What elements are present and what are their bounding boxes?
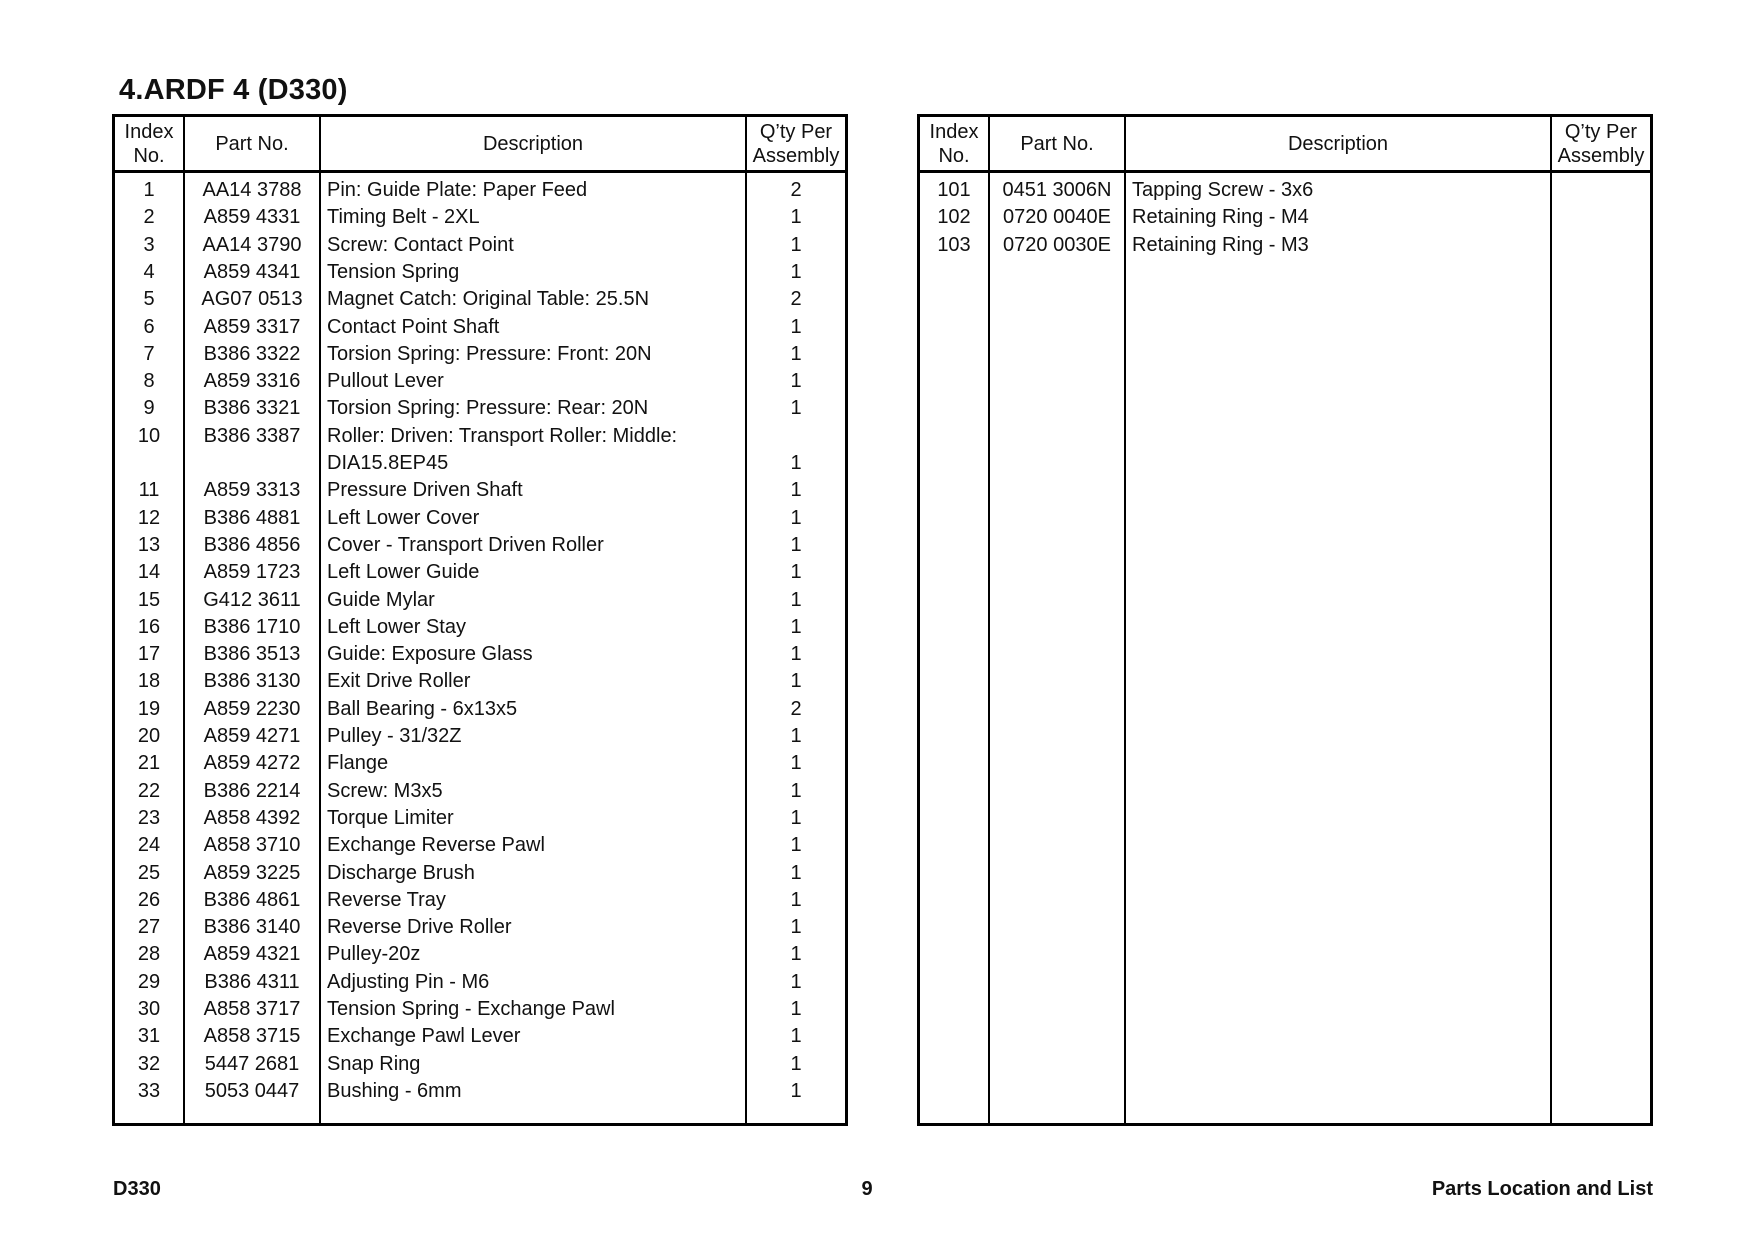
table-row bbox=[115, 723, 845, 750]
part-number-cell: 0451 3006N bbox=[1002, 179, 1112, 201]
part-number-cell: B386 4861 bbox=[203, 888, 301, 911]
part-number-cell: A859 1723 bbox=[203, 561, 301, 584]
part-number-cell: 5053 0447 bbox=[204, 1079, 300, 1102]
quantity-cell: 2 bbox=[790, 179, 802, 201]
description-cell: Roller: Driven: Transport Roller: Middle: bbox=[327, 424, 678, 447]
table-row bbox=[115, 341, 845, 368]
parts-table-left bbox=[112, 114, 848, 1126]
description-cell: Tapping Screw - 3x6 bbox=[1132, 179, 1314, 201]
table-row bbox=[115, 368, 845, 395]
quantity-cell: 1 bbox=[790, 643, 802, 666]
table-row bbox=[115, 887, 845, 914]
table-row bbox=[920, 177, 1650, 204]
part-number-cell: A859 4272 bbox=[203, 752, 301, 775]
quantity-cell: 1 bbox=[790, 615, 802, 638]
index-cell: 24 bbox=[137, 834, 161, 857]
index-cell: 29 bbox=[137, 970, 161, 993]
part-number-cell: A858 4392 bbox=[203, 806, 301, 829]
header-description: Description bbox=[1287, 132, 1389, 155]
index-cell: 10 bbox=[137, 424, 161, 447]
part-number-cell: B386 3140 bbox=[203, 916, 301, 939]
quantity-cell: 1 bbox=[790, 998, 802, 1020]
index-cell: 14 bbox=[137, 561, 161, 584]
part-number-cell: A859 3317 bbox=[203, 315, 301, 338]
quantity-cell: 1 bbox=[790, 452, 802, 474]
index-cell: 26 bbox=[137, 888, 161, 911]
index-cell: 102 bbox=[937, 206, 971, 229]
index-cell: 21 bbox=[137, 752, 161, 775]
table-row bbox=[115, 314, 845, 341]
header-description: Description bbox=[482, 132, 584, 155]
table-row bbox=[115, 423, 845, 450]
part-number-cell: B386 4881 bbox=[203, 506, 301, 529]
quantity-cell: 1 bbox=[790, 588, 802, 611]
table-row bbox=[115, 1051, 845, 1078]
index-cell: 4 bbox=[143, 260, 155, 283]
quantity-cell: 1 bbox=[790, 752, 802, 775]
table-row bbox=[115, 969, 845, 996]
quantity-cell: 1 bbox=[790, 779, 802, 802]
quantity-cell: 1 bbox=[790, 506, 802, 529]
quantity-cell: 1 bbox=[790, 806, 802, 829]
header-rule bbox=[115, 170, 845, 173]
table-row bbox=[115, 559, 845, 586]
table-row bbox=[115, 395, 845, 422]
index-cell: 19 bbox=[137, 697, 161, 720]
index-cell: 8 bbox=[143, 370, 155, 393]
header-part-number: Part No. bbox=[1020, 132, 1094, 155]
index-cell: 1 bbox=[143, 179, 155, 201]
part-number-cell: B386 4311 bbox=[204, 970, 300, 993]
index-cell: 27 bbox=[137, 916, 161, 939]
description-cell: Pulley-20z bbox=[327, 943, 421, 966]
description-cell: Snap Ring bbox=[327, 1052, 421, 1075]
column-divider bbox=[988, 117, 990, 1123]
quantity-cell: 1 bbox=[790, 943, 802, 966]
description-cell: Left Lower Guide bbox=[327, 561, 480, 584]
index-cell: 28 bbox=[137, 943, 161, 966]
index-cell: 23 bbox=[137, 806, 161, 829]
index-cell: 6 bbox=[143, 315, 155, 338]
description-cell: Torsion Spring: Pressure: Front: 20N bbox=[327, 342, 652, 365]
part-number-cell: A859 4331 bbox=[203, 206, 301, 229]
table-row bbox=[115, 204, 845, 231]
table-row bbox=[115, 1078, 845, 1105]
column-divider bbox=[1550, 117, 1552, 1123]
part-number-cell: B386 1710 bbox=[203, 615, 301, 638]
quantity-cell: 1 bbox=[790, 916, 802, 939]
quantity-cell: 1 bbox=[790, 888, 802, 911]
quantity-cell: 1 bbox=[790, 1052, 802, 1075]
description-cell: Screw: Contact Point bbox=[327, 233, 514, 256]
description-cell: Magnet Catch: Original Table: 25.5N bbox=[327, 288, 650, 311]
index-cell: 9 bbox=[143, 397, 155, 420]
quantity-cell: 1 bbox=[790, 260, 802, 283]
description-cell: Guide: Exposure Glass bbox=[327, 643, 533, 666]
table-row bbox=[115, 914, 845, 941]
quantity-cell: 1 bbox=[790, 1079, 802, 1102]
quantity-cell: 1 bbox=[790, 834, 802, 857]
part-number-cell: A859 4271 bbox=[203, 725, 301, 747]
index-cell: 30 bbox=[137, 998, 161, 1020]
table-row bbox=[115, 532, 845, 559]
quantity-cell: 1 bbox=[790, 1025, 802, 1048]
part-number-cell: A859 3313 bbox=[203, 479, 301, 502]
part-number-cell: B386 3387 bbox=[203, 424, 301, 447]
description-cell: DIA15.8EP45 bbox=[327, 452, 449, 474]
header-index: Index No. bbox=[124, 120, 174, 167]
table-row bbox=[115, 696, 845, 723]
description-cell: Ball Bearing - 6x13x5 bbox=[327, 697, 518, 720]
part-number-cell: A859 3316 bbox=[203, 370, 301, 393]
part-number-cell: 0720 0040E bbox=[1003, 206, 1111, 229]
index-cell: 11 bbox=[138, 479, 160, 502]
description-cell: Reverse Drive Roller bbox=[327, 916, 512, 939]
header-quantity: Q’ty Per Assembly bbox=[1557, 120, 1645, 167]
table-row bbox=[115, 832, 845, 859]
index-cell: 32 bbox=[137, 1052, 161, 1075]
quantity-cell: 1 bbox=[790, 397, 802, 420]
table-row bbox=[115, 505, 845, 532]
part-number-cell: A858 3710 bbox=[203, 834, 301, 857]
header-part-number: Part No. bbox=[215, 132, 289, 155]
description-cell: Guide Mylar bbox=[327, 588, 435, 611]
quantity-cell: 2 bbox=[790, 288, 802, 311]
description-cell: Contact Point Shaft bbox=[327, 315, 500, 338]
index-cell: 7 bbox=[143, 342, 155, 365]
index-cell: 16 bbox=[137, 615, 161, 638]
table-row bbox=[115, 778, 845, 805]
index-cell: 5 bbox=[143, 288, 155, 311]
part-number-cell: AG07 0513 bbox=[201, 288, 303, 311]
table-row bbox=[115, 750, 845, 777]
quantity-cell: 2 bbox=[790, 697, 802, 720]
description-cell: Pin: Guide Plate: Paper Feed bbox=[327, 179, 588, 201]
part-number-cell: A859 3225 bbox=[203, 861, 301, 884]
table-row bbox=[115, 641, 845, 668]
index-cell: 33 bbox=[137, 1079, 161, 1102]
table-row bbox=[115, 805, 845, 832]
table-row bbox=[115, 259, 845, 286]
description-cell: Exit Drive Roller bbox=[327, 670, 471, 693]
part-number-cell: B386 3130 bbox=[203, 670, 301, 693]
table-row bbox=[115, 587, 845, 614]
part-number-cell: B386 3513 bbox=[203, 643, 301, 666]
description-cell: Exchange Pawl Lever bbox=[327, 1025, 521, 1048]
description-cell: Retaining Ring - M4 bbox=[1132, 206, 1309, 229]
table-row bbox=[115, 1023, 845, 1050]
part-number-cell: G412 3611 bbox=[203, 588, 301, 611]
description-cell: Left Lower Cover bbox=[327, 506, 480, 529]
part-number-cell: A858 3715 bbox=[203, 1025, 301, 1048]
index-cell: 17 bbox=[137, 643, 161, 666]
description-cell: Tension Spring - Exchange Pawl bbox=[327, 998, 615, 1020]
description-cell: Torsion Spring: Pressure: Rear: 20N bbox=[327, 397, 649, 420]
description-cell: Retaining Ring - M3 bbox=[1132, 233, 1309, 256]
quantity-cell: 1 bbox=[790, 861, 802, 884]
footer-model: D330 bbox=[113, 1178, 161, 1200]
description-cell: Pullout Lever bbox=[327, 370, 444, 393]
description-cell: Discharge Brush bbox=[327, 861, 475, 884]
part-number-cell: A859 2230 bbox=[203, 697, 301, 720]
quantity-cell: 1 bbox=[790, 970, 802, 993]
index-cell: 25 bbox=[137, 861, 161, 884]
index-cell: 13 bbox=[137, 533, 161, 556]
quantity-cell: 1 bbox=[790, 342, 802, 365]
page-title: 4.ARDF 4 (D330) bbox=[119, 74, 348, 106]
table-row bbox=[115, 177, 845, 204]
description-cell: Torque Limiter bbox=[327, 806, 454, 829]
description-cell: Tension Spring bbox=[327, 260, 460, 283]
index-cell: 3 bbox=[143, 233, 155, 256]
description-cell: Bushing - 6mm bbox=[327, 1079, 462, 1102]
column-divider bbox=[1124, 117, 1126, 1123]
table-row bbox=[115, 450, 845, 477]
header-index: Index No. bbox=[929, 120, 979, 167]
table-row bbox=[115, 996, 845, 1023]
part-number-cell: A859 4321 bbox=[203, 943, 301, 966]
table-row bbox=[115, 286, 845, 313]
index-cell: 2 bbox=[143, 206, 155, 229]
index-cell: 103 bbox=[937, 233, 971, 256]
description-cell: Exchange Reverse Pawl bbox=[327, 834, 545, 857]
table-row bbox=[115, 477, 845, 504]
part-number-cell: 0720 0030E bbox=[1003, 233, 1111, 256]
header-quantity: Q’ty Per Assembly bbox=[752, 120, 840, 167]
index-cell: 20 bbox=[137, 725, 161, 747]
quantity-cell: 1 bbox=[790, 479, 802, 502]
quantity-cell: 1 bbox=[790, 206, 802, 229]
parts-table-right bbox=[917, 114, 1653, 1126]
footer-page-number: 9 bbox=[861, 1178, 873, 1200]
part-number-cell: B386 2214 bbox=[203, 779, 301, 802]
table-row bbox=[920, 232, 1650, 259]
footer-section-title: Parts Location and List bbox=[1431, 1178, 1653, 1200]
quantity-cell: 1 bbox=[790, 725, 802, 747]
index-cell: 15 bbox=[137, 588, 161, 611]
table-row bbox=[115, 668, 845, 695]
description-cell: Adjusting Pin - M6 bbox=[327, 970, 490, 993]
part-number-cell: B386 3321 bbox=[203, 397, 301, 420]
description-cell: Left Lower Stay bbox=[327, 615, 466, 638]
index-cell: 31 bbox=[137, 1025, 161, 1048]
table-row bbox=[920, 204, 1650, 231]
table-row bbox=[115, 232, 845, 259]
part-number-cell: 5447 2681 bbox=[204, 1052, 300, 1075]
part-number-cell: B386 4856 bbox=[203, 533, 301, 556]
table-row bbox=[115, 941, 845, 968]
quantity-cell: 1 bbox=[790, 533, 802, 556]
part-number-cell: B386 3322 bbox=[203, 342, 301, 365]
part-number-cell: AA14 3788 bbox=[202, 179, 302, 201]
part-number-cell: A858 3717 bbox=[203, 998, 301, 1020]
quantity-cell: 1 bbox=[790, 670, 802, 693]
table-row bbox=[115, 860, 845, 887]
description-cell: Pulley - 31/32Z bbox=[327, 725, 462, 747]
description-cell: Timing Belt - 2XL bbox=[327, 206, 480, 229]
description-cell: Flange bbox=[327, 752, 389, 775]
part-number-cell: A859 4341 bbox=[203, 260, 301, 283]
header-rule bbox=[920, 170, 1650, 173]
part-number-cell: AA14 3790 bbox=[202, 233, 302, 256]
quantity-cell: 1 bbox=[790, 370, 802, 393]
description-cell: Screw: M3x5 bbox=[327, 779, 443, 802]
quantity-cell: 1 bbox=[790, 315, 802, 338]
table-row bbox=[115, 614, 845, 641]
index-cell: 101 bbox=[937, 179, 971, 201]
description-cell: Cover - Transport Driven Roller bbox=[327, 533, 604, 556]
quantity-cell: 1 bbox=[790, 233, 802, 256]
index-cell: 22 bbox=[137, 779, 161, 802]
index-cell: 18 bbox=[137, 670, 161, 693]
description-cell: Pressure Driven Shaft bbox=[327, 479, 523, 502]
quantity-cell: 1 bbox=[790, 561, 802, 584]
index-cell: 12 bbox=[137, 506, 161, 529]
description-cell: Reverse Tray bbox=[327, 888, 446, 911]
